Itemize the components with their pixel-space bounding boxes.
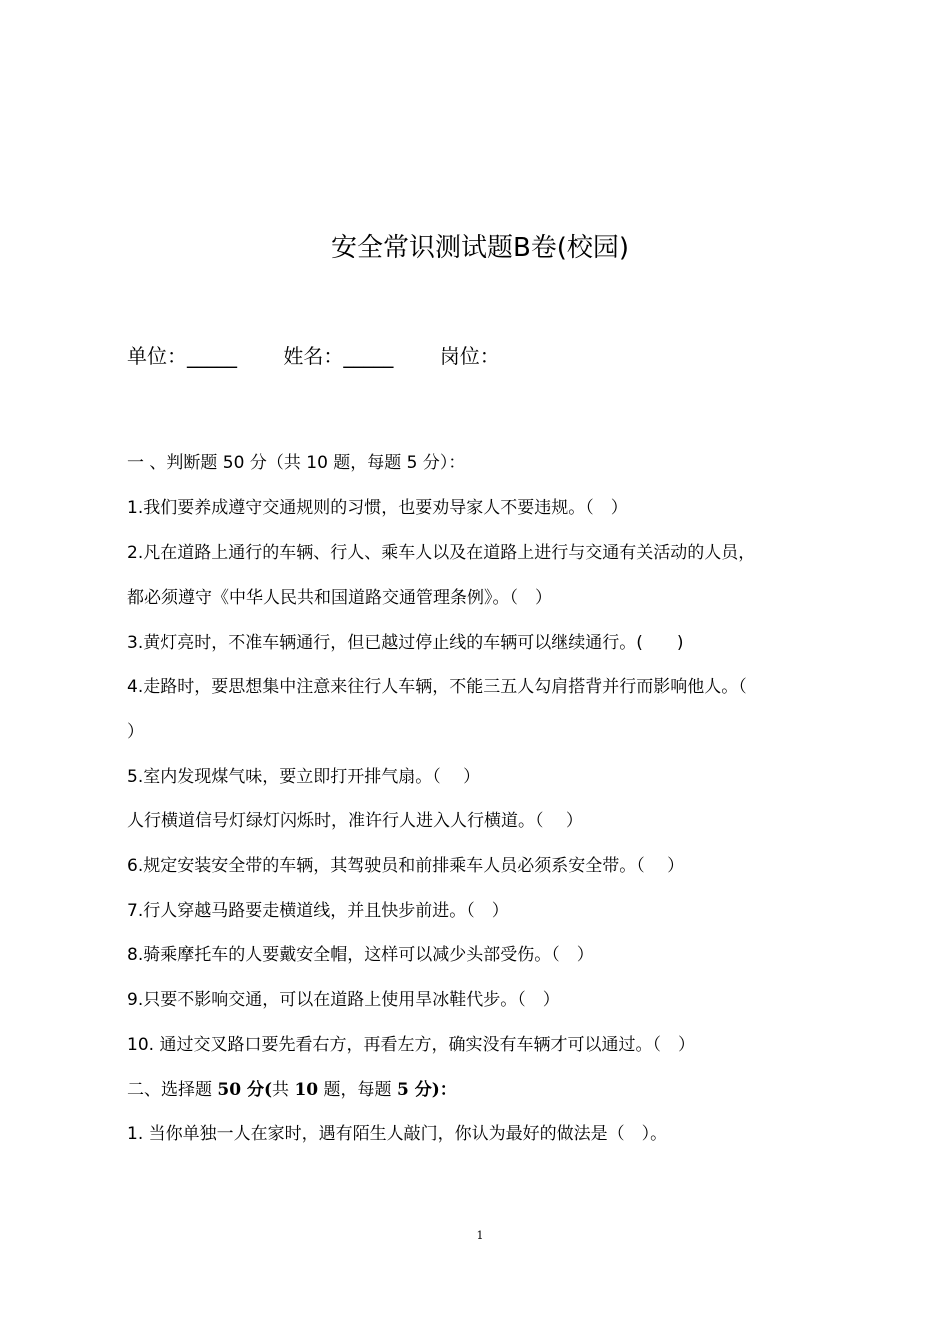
section-2-header-mid: 分( (241, 1080, 273, 1100)
page-number: 1 (476, 1229, 484, 1242)
question-line: ） (127, 722, 144, 742)
section-2-score: 50 (217, 1080, 242, 1100)
question-line: 10. 通过交叉路口要先看右方，再看左方，确实没有车辆才可以通过。（ ） (127, 1035, 695, 1055)
question-line: 9.只要不影响交通，可以在道路上使用旱冰鞋代步。（ ） (127, 990, 560, 1010)
question-line: 1. 当你单独一人在家时，遇有陌生人敲门，你认为最好的做法是（ ）。 (127, 1124, 668, 1144)
section-2-header (127, 1077, 457, 1103)
question-line: 都必须遵守《中华人民共和国道路交通管理条例》。（ ） (127, 588, 552, 608)
section-2-count: 10 (294, 1080, 319, 1100)
question-line: 6.规定安装安全带的车辆，其驾驶员和前排乘车人员必须系安全带。（ ） (127, 856, 685, 876)
info-fields-row (127, 341, 500, 371)
section-2-header-prefix: 二、选择题 (127, 1080, 218, 1100)
question-line: 4.走路时，要思想集中注意来往行人车辆，不能三五人勾肩搭背并行而影响他人。（ (127, 677, 747, 697)
section-2-each: 5 (396, 1080, 409, 1100)
section-2-header-suffix: 分)： (408, 1080, 457, 1100)
name-field: 姓名：_____ (283, 344, 394, 368)
post-field: 岗位： (439, 344, 500, 368)
unit-field: 单位：_____ (127, 344, 237, 368)
question-line: 3.黄灯亮时，不准车辆通行，但已越过停止线的车辆可以继续通行。( ) (127, 633, 684, 653)
section-2-count-suffix: 题，每题 (318, 1080, 397, 1100)
question-line: 人行横道信号灯绿灯闪烁时，准许行人进入人行横道。（ ） (127, 811, 583, 831)
section-2-count-prefix: 共 (272, 1080, 295, 1100)
page-title: 安全常识测试题B卷(校园) (330, 233, 630, 263)
question-line: 5.室内发现煤气味，要立即打开排气扇。（ ） (127, 767, 481, 787)
section-1-header: 一 、判断题 50 分（共 10 题，每题 5 分）： (127, 453, 466, 473)
question-line: 1.我们要养成遵守交通规则的习惯，也要劝导家人不要违规。（ ） (127, 498, 628, 518)
question-line: 8.骑乘摩托车的人要戴安全帽，这样可以减少头部受伤。（ ） (127, 945, 594, 965)
question-line: 2.凡在道路上通行的车辆、行人、乘车人以及在道路上进行与交通有关活动的人员， (127, 543, 756, 563)
question-line: 7.行人穿越马路要走横道线，并且快步前进。（ ） (127, 901, 509, 921)
